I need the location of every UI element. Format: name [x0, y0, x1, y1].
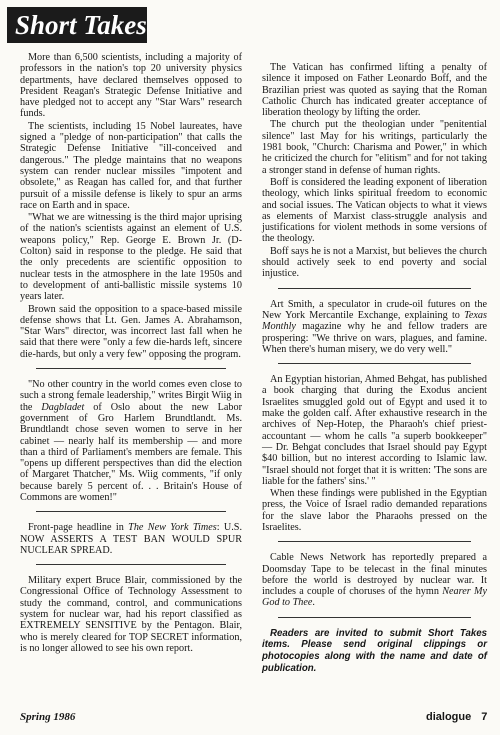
article-paragraph: "What we are witnessing is the third major uprising of the nation's scientists against an element of U.S. weapons policy," Rep. George E. Brown Jr. (D-Colton) said in response to the pledge. He said that the only precedents are scientific opposition to nuclear tests in the atmosphere in the late 1950s and to development of anti-ballistic missile systems 10 years later. [20, 212, 242, 303]
page-footer [426, 711, 487, 724]
divider [278, 541, 471, 542]
submission-notice: Readers are invited to submit Short Takes items. Please send original clippings or photocopies along with the name and date of publication. [262, 627, 487, 674]
article-paragraph: Front-page headline in The New York Times: U.S. NOW ASSERTS A TEST BAN WOULD SPUR NUCLEAR SPREAD. [20, 522, 242, 556]
divider [278, 288, 471, 289]
issue-date: Spring 1986 [20, 711, 76, 723]
article-paragraph: Cable News Network has reportedly prepared a Doomsday Tape to be telecast in the final minutes before the world is destroyed by nuclear war. It includes a couple of choruses of the hymn Nearer My God to Thee. [262, 552, 487, 609]
divider [36, 368, 226, 369]
article-paragraph: "No other country in the world comes even close to such a strong female leadership," writes Birgit Wiig in the Dagbladet of Oslo about the new Labor government of Gro Harlem Brundtlandt. Ms. Brundtlandt chose seven women to serve in her cabinet — nearly half its membership — and more than a third of Parliament's members are female. This "opens up different perspectives than did the election of Margaret Thatcher," Ms. Wiig comments, "if only because barely 5 percent of. . . Britain's House of Commons are women!" [20, 379, 243, 503]
right-column [262, 62, 487, 675]
divider [36, 564, 226, 565]
divider [278, 363, 471, 364]
divider [36, 511, 226, 512]
left-column [20, 52, 242, 655]
section-banner: Short Takes [7, 7, 147, 43]
page-number: 7 [481, 711, 488, 723]
article-paragraph: An Egyptian historian, Ahmed Behgat, has published a book charging that during the Exodus ancient Israelites smuggled gold out of Egypt and used it to make the golden calf. After exhaustive research in the archives of Nep-Hotep, the Pharaoh's chief priest-accountant — whom he calls "a superb bookkeeper" — Dr. Behgat concludes that Israel should pay Egypt $40 billion, but no interest according to Islamic law. "Israel should not forget that it is written: 'The sons are liable for the fathers' sins.' " [262, 374, 487, 487]
article-paragraph: Boff is considered the leading exponent of liberation theology, which links spiritual freedom to economic and social issues. The Vatican objects to what it views as elements of Marxist class-struggle analysis and justifications for violent methods in some versions of the theology. [262, 176, 487, 245]
article-paragraph: When these findings were published in the Egyptian press, the Voice of Israel radio demanded reparations for the slave labor the Pharaohs pressed on the Israelites. [262, 488, 487, 533]
article-paragraph: Brown said the opposition to a space-based missile defense shows that Lt. Gen. James A. Abrahamson, "Star Wars" director, was incorrect last fall when he said that there were "only a few die-hards left, sincere die-hards, but only a very few" opposing the program. [20, 303, 242, 360]
article-paragraph: More than 6,500 scientists, including a majority of professors in the nation's top 20 university physics departments, have declared themselves opposed to President Reagan's Strategic Defense Initiative and have pledged not to accept any "Star Wars" research funds. [20, 52, 242, 120]
divider [278, 617, 471, 618]
magazine-name: dialogue [426, 711, 472, 723]
article-paragraph: Military expert Bruce Blair, commissioned by the Congressional Office of Technology Assessment to study the command, control, and communications system for nuclear war, had his report classified as EXTREMELY SENSITIVE by the Pentagon. Blair, who is merely cleared for TOP SECRET information, is no longer allowed to see his own report. [20, 575, 242, 654]
article-paragraph: Art Smith, a speculator in crude-oil futures on the New York Mercantile Exchange, explaining to Texas Monthly magazine why he and fellow traders are prospering: "We thrive on wars, plagues, and famine. When there's human misery, we do very well." [262, 298, 487, 355]
article-paragraph: The Vatican has confirmed lifting a penalty of silence it imposed on Father Leonardo Boff, and the Brazilian priest was quoted as saying that the Roman Catholic Church has indicated greater acceptance of liberation theology by lifting the order. [262, 62, 487, 119]
article-paragraph: Boff says he is not a Marxist, but believes the church should actively seek to end poverty and social injustice. [262, 245, 487, 280]
article-paragraph: The scientists, including 15 Nobel laureates, have signed a "pledge of non-participation" that calls the Strategic Defense Initiative "ill-conceived and dangerous." The pledge maintains that no weapons system can render nuclear missiles "impotent and obsolete," as Reagan has called for, and that further pursuit of a missile defense is likely to spur an arms race on Earth and in space. [20, 120, 242, 211]
article-paragraph: The church put the theologian under "penitential silence" last May for his writings, particularly the 1981 book, "Church: Charisma and Power," in which he criticized the church for "elitism" and for not taking a stronger stand in defense of human rights. [262, 119, 487, 176]
